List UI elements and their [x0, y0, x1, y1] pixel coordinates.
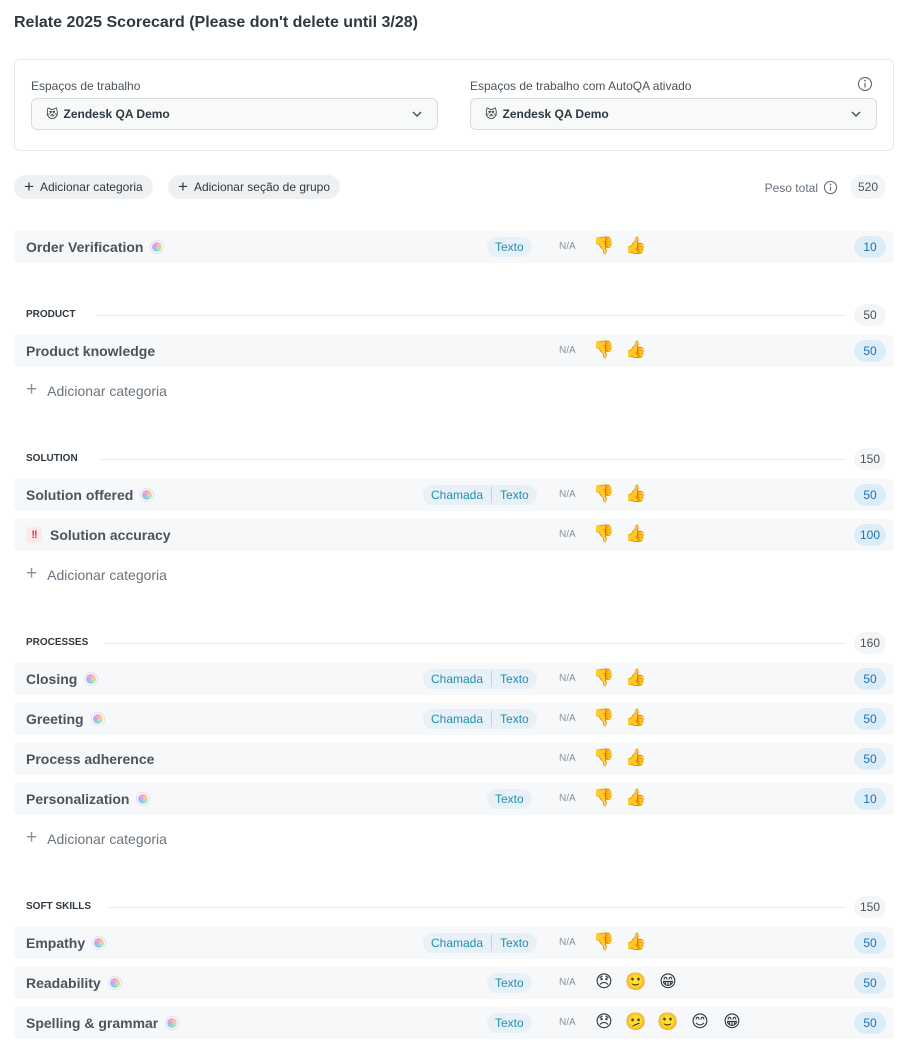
na-option[interactable]: N/A	[559, 713, 576, 724]
tag-call: Chamada	[431, 488, 484, 502]
thumbs-up-icon[interactable]: 👍	[625, 788, 647, 807]
category-label: Product knowledge	[26, 343, 156, 359]
category-row-readability[interactable]	[14, 967, 894, 999]
rating-scale	[588, 483, 652, 505]
rating-scale	[588, 667, 652, 689]
category-row-personalization[interactable]	[14, 783, 894, 815]
plus-icon: +	[26, 563, 38, 584]
autoqa-icon	[137, 793, 149, 805]
weight-badge[interactable]: 50	[854, 668, 886, 690]
tag-call: Chamada	[431, 936, 484, 950]
na-option[interactable]: N/A	[559, 793, 576, 804]
thumbs-down-icon[interactable]: 👎	[593, 748, 615, 767]
thumbs-up-icon[interactable]: 👍	[625, 484, 647, 503]
tag-text: Texto	[495, 976, 524, 990]
category-name	[26, 343, 155, 359]
thumbs-up-icon[interactable]: 👍	[625, 708, 647, 727]
add-category-link-solution[interactable]	[26, 563, 167, 584]
rating-scale	[588, 235, 652, 257]
category-name	[26, 1015, 178, 1031]
add-category-text: Adicionar categoria	[47, 566, 167, 583]
rating-scale	[588, 707, 652, 729]
autoqa-icon	[109, 977, 121, 989]
category-label: Readability	[26, 975, 101, 991]
workspaces-label: Espaços de trabalho	[31, 79, 141, 93]
category-row-product-knowledge[interactable]	[14, 335, 894, 367]
autoqa-icon	[151, 241, 163, 253]
chevron-down-icon	[850, 108, 862, 120]
category-row-spelling-grammar[interactable]	[14, 1007, 894, 1039]
category-row-solution-accuracy[interactable]	[14, 519, 894, 551]
autoqa-icon	[141, 489, 153, 501]
autoqa-workspaces-value: Zendesk QA Demo	[502, 107, 609, 121]
group-header-soft-skills	[14, 896, 894, 918]
na-option[interactable]: N/A	[559, 977, 576, 988]
page-title: Relate 2025 Scorecard (Please don't delete until 3/28)	[14, 14, 418, 31]
weight-badge[interactable]: 50	[854, 972, 886, 994]
add-group-section-button[interactable]	[168, 175, 340, 199]
thumbs-up-icon[interactable]: 👍	[625, 668, 647, 687]
category-row-order-verification[interactable]	[14, 231, 894, 263]
info-icon[interactable]	[823, 180, 838, 195]
group-total-badge: 150	[854, 896, 886, 918]
weight-badge[interactable]: 50	[854, 708, 886, 730]
rating-scale	[588, 747, 652, 769]
weight-badge[interactable]: 10	[854, 236, 886, 258]
rating-scale	[588, 931, 652, 953]
smile-face-icon[interactable]: 😊	[691, 1012, 709, 1031]
weight-badge[interactable]: 50	[854, 932, 886, 954]
group-divider	[100, 459, 846, 460]
channel-tags	[423, 933, 537, 953]
total-weight-badge: 520	[850, 175, 886, 199]
category-name	[26, 527, 171, 543]
info-icon[interactable]	[857, 76, 873, 92]
category-label: Solution accuracy	[50, 527, 171, 543]
flat-face-icon[interactable]: 🫤	[625, 1012, 647, 1031]
autoqa-workspaces-select[interactable]	[470, 98, 877, 130]
plus-icon: +	[24, 176, 34, 196]
channel-tags	[487, 789, 532, 809]
slight-smile-face-icon[interactable]: 🙂	[625, 972, 647, 991]
tag-text: Texto	[495, 1016, 524, 1030]
group-title[interactable]: PROCESSES	[26, 637, 96, 648]
channel-tags	[423, 485, 537, 505]
thumbs-up-icon[interactable]: 👍	[625, 340, 647, 359]
category-row-solution-offered[interactable]	[14, 479, 894, 511]
na-option[interactable]: N/A	[559, 241, 576, 252]
tag-text: Texto	[500, 488, 529, 502]
na-option[interactable]: N/A	[559, 529, 576, 540]
group-header-solution	[14, 448, 894, 470]
na-option[interactable]: N/A	[559, 1017, 576, 1028]
group-header-processes	[14, 632, 894, 654]
na-option[interactable]: N/A	[559, 489, 576, 500]
autoqa-icon	[85, 673, 97, 685]
add-category-button[interactable]	[14, 175, 153, 199]
add-category-text: Adicionar categoria	[47, 830, 167, 847]
na-option[interactable]: N/A	[559, 345, 576, 356]
rating-scale	[588, 523, 652, 545]
workspaces-value: Zendesk QA Demo	[63, 107, 170, 121]
rating-scale	[588, 339, 652, 361]
group-divider	[108, 907, 846, 908]
thumbs-up-icon[interactable]: 👍	[625, 524, 647, 543]
category-row-process-adherence[interactable]	[14, 743, 894, 775]
add-group-label: Adicionar seção de grupo	[193, 180, 331, 194]
tag-text: Texto	[500, 712, 529, 726]
workspaces-select[interactable]	[31, 98, 438, 130]
thumbs-up-icon[interactable]: 👍	[625, 932, 647, 951]
grin-face-icon[interactable]: 😁	[723, 1012, 741, 1031]
add-category-label: Adicionar categoria	[39, 180, 143, 194]
channel-tags	[487, 237, 532, 257]
tag-text: Texto	[495, 240, 524, 254]
category-name	[26, 711, 104, 727]
category-name	[26, 487, 153, 503]
category-name	[26, 791, 149, 807]
slight-smile-face-icon[interactable]: 🙂	[657, 1012, 679, 1031]
thumbs-down-icon[interactable]: 👎	[593, 340, 615, 359]
category-name	[26, 239, 163, 255]
workspace-emoji: 😻	[46, 107, 59, 121]
weight-badge[interactable]: 10	[854, 788, 886, 810]
autoqa-icon	[92, 713, 104, 725]
plus-icon: +	[178, 176, 188, 196]
weight-badge[interactable]: 50	[854, 1012, 886, 1034]
grin-face-icon[interactable]: 😁	[659, 972, 677, 991]
rating-scale	[588, 971, 684, 993]
thumbs-down-icon[interactable]: 👎	[593, 788, 615, 807]
category-name	[26, 751, 154, 767]
category-label: Empathy	[26, 935, 86, 951]
channel-tags	[487, 973, 532, 993]
rating-scale	[588, 787, 652, 809]
channel-tags	[423, 709, 537, 729]
channel-tags	[423, 669, 537, 689]
total-weight-text: Peso total	[764, 180, 818, 195]
disappointed-face-icon[interactable]: 😞	[595, 972, 613, 991]
thumbs-down-icon[interactable]: 👎	[593, 708, 615, 727]
workspaces-card	[14, 59, 894, 151]
chevron-down-icon	[411, 108, 423, 120]
total-weight-label	[765, 180, 838, 195]
tag-call: Chamada	[431, 672, 484, 686]
group-divider	[96, 315, 846, 316]
na-option[interactable]: N/A	[559, 673, 576, 684]
group-title[interactable]: SOLUTION	[26, 453, 86, 464]
tag-text: Texto	[495, 792, 524, 806]
category-label: Spelling & grammar	[26, 1015, 159, 1031]
tag-text: Texto	[500, 936, 529, 950]
category-label: Order Verification	[26, 239, 144, 255]
disappointed-face-icon[interactable]: 😞	[595, 1012, 613, 1031]
critical-icon: !!	[26, 527, 42, 543]
autoqa-icon	[93, 937, 105, 949]
group-total-badge: 150	[854, 448, 886, 470]
category-label: Solution offered	[26, 487, 134, 503]
thumbs-up-icon[interactable]: 👍	[625, 236, 647, 255]
group-total-badge: 50	[854, 304, 886, 326]
group-title[interactable]: SOFT SKILLS	[26, 901, 99, 912]
category-name	[26, 975, 121, 991]
category-label: Greeting	[26, 711, 84, 727]
category-label: Personalization	[26, 791, 130, 807]
plus-icon: +	[26, 827, 38, 848]
thumbs-down-icon[interactable]: 👎	[593, 236, 615, 255]
category-name	[26, 671, 97, 687]
autoqa-icon	[166, 1017, 178, 1029]
plus-icon: +	[26, 379, 38, 400]
rating-scale	[588, 1011, 748, 1033]
group-total-badge: 160	[854, 632, 886, 654]
thumbs-down-icon[interactable]: 👎	[593, 668, 615, 687]
workspace-emoji: 😻	[485, 107, 498, 121]
category-row-closing[interactable]	[14, 663, 894, 695]
weight-badge[interactable]: 50	[854, 484, 886, 506]
category-row-empathy[interactable]	[14, 927, 894, 959]
group-divider	[104, 643, 846, 644]
na-option[interactable]: N/A	[559, 937, 576, 948]
tag-call: Chamada	[431, 712, 484, 726]
add-category-link-processes[interactable]	[26, 827, 167, 848]
category-name	[26, 935, 105, 951]
na-option[interactable]: N/A	[559, 753, 576, 764]
channel-tags	[487, 1013, 532, 1033]
thumbs-down-icon[interactable]: 👎	[593, 484, 615, 503]
autoqa-workspaces-label: Espaços de trabalho com AutoQA ativado	[470, 79, 692, 93]
weight-badge[interactable]: 100	[854, 524, 886, 546]
add-category-link-product[interactable]	[26, 379, 167, 400]
weight-badge[interactable]: 50	[854, 748, 886, 770]
thumbs-up-icon[interactable]: 👍	[625, 748, 647, 767]
category-label: Process adherence	[26, 751, 155, 767]
category-row-greeting[interactable]	[14, 703, 894, 735]
scorecard-toolbar	[14, 175, 894, 199]
add-category-text: Adicionar categoria	[47, 382, 167, 399]
tag-text: Texto	[500, 672, 529, 686]
group-header-product	[14, 304, 894, 326]
group-title[interactable]: PRODUCT	[26, 309, 83, 320]
weight-badge[interactable]: 50	[854, 340, 886, 362]
category-label: Closing	[26, 671, 78, 687]
thumbs-down-icon[interactable]: 👎	[593, 932, 615, 951]
thumbs-down-icon[interactable]: 👎	[593, 524, 615, 543]
